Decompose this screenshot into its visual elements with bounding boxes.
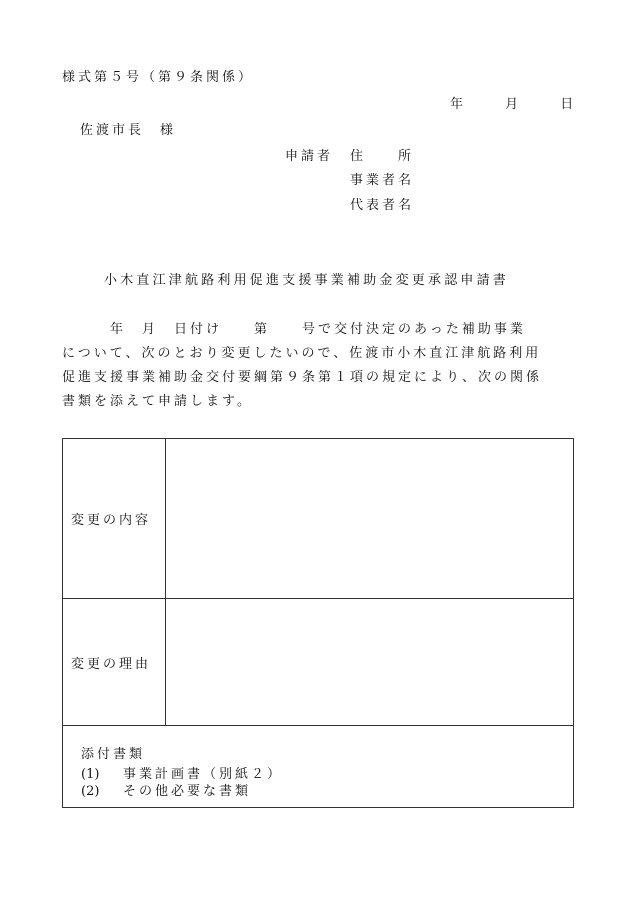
document-title: 小木直江津航路利用促進支援事業補助金変更承認申請書 xyxy=(104,273,510,288)
address-label: 住 所 xyxy=(350,149,415,164)
business-name-label: 事業者名 xyxy=(350,173,415,188)
change-reason-label: 変更の理由 xyxy=(63,599,166,725)
date-line xyxy=(450,93,576,112)
application-table xyxy=(62,438,574,808)
attachments-section xyxy=(63,726,573,807)
body-paragraph xyxy=(62,318,582,414)
body-line: 書類を添えて申請します。 xyxy=(62,394,253,409)
attachment-number: (1) xyxy=(81,767,100,782)
change-content-field[interactable] xyxy=(166,439,573,598)
table-row-change-reason xyxy=(63,599,573,726)
attachment-number: (2) xyxy=(81,784,100,799)
date-year: 年 xyxy=(450,97,467,112)
body-line: 年 月 日付け 第 号で交付決定のあった補助事業 xyxy=(62,322,526,337)
addressee: 佐渡市長 様 xyxy=(80,123,177,138)
applicant-label: 申請者 xyxy=(285,149,334,164)
body-line: について、次のとおり変更したいので、佐渡市小木直江津航路利用 xyxy=(62,346,542,361)
body-line: 促進支援事業補助金交付要綱第９条第１項の規定により、次の関係 xyxy=(62,370,543,385)
attachment-text: 事業計画書（別紙２） xyxy=(123,767,284,782)
date-day: 日 xyxy=(560,97,577,112)
attachment-item xyxy=(81,783,573,800)
change-reason-field[interactable] xyxy=(166,599,573,725)
form-number: 様式第５号（第９条関係） xyxy=(62,70,255,85)
attachment-text: その他必要な書類 xyxy=(123,784,252,799)
table-row-change-content xyxy=(63,439,573,599)
attachment-item xyxy=(81,766,573,783)
representative-label: 代表者名 xyxy=(350,198,415,213)
change-content-label: 変更の内容 xyxy=(63,439,166,598)
date-month: 月 xyxy=(505,97,522,112)
attachments-title: 添付書類 xyxy=(81,747,146,762)
